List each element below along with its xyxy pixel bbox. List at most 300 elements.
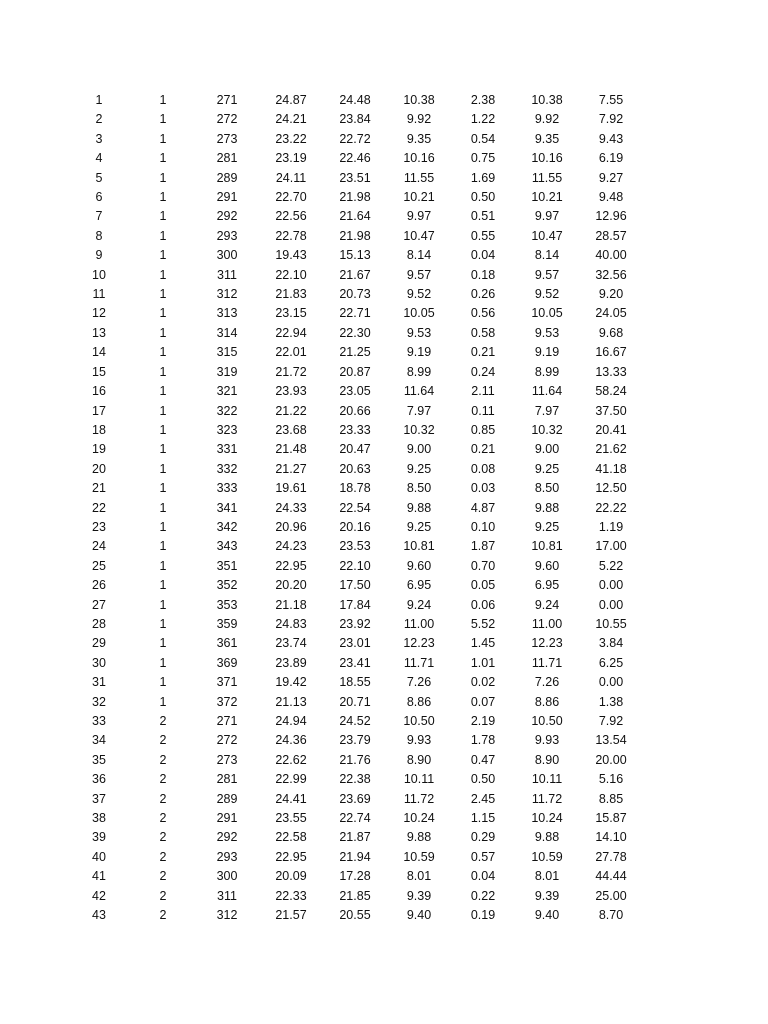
table-cell: 9.40 bbox=[406, 908, 432, 923]
table-cell: 8.70 bbox=[598, 908, 624, 923]
table-cell: 9.60 bbox=[406, 558, 432, 573]
table-cell: 20.87 bbox=[339, 364, 371, 379]
table-cell: 35 bbox=[92, 752, 106, 767]
table-cell: 23.79 bbox=[339, 733, 371, 748]
table-cell: 10.59 bbox=[531, 849, 563, 864]
table-cell: 271 bbox=[216, 714, 238, 728]
table-cell: 41 bbox=[92, 869, 106, 884]
table-cell: 23.68 bbox=[275, 422, 307, 437]
table-cell: 0.10 bbox=[470, 519, 496, 534]
table-cell: 0.21 bbox=[470, 442, 496, 457]
table-row bbox=[67, 887, 643, 906]
table-cell: 16.67 bbox=[595, 345, 627, 360]
table-cell: 17.84 bbox=[339, 597, 371, 612]
table-cell: 1 bbox=[159, 325, 167, 340]
table-cell: 1 bbox=[159, 519, 167, 534]
table-cell: 21.25 bbox=[339, 345, 371, 360]
table-row bbox=[67, 673, 643, 692]
table-cell: 24.41 bbox=[275, 791, 307, 806]
table-cell: 0.75 bbox=[470, 151, 496, 166]
table-cell: 6.19 bbox=[598, 151, 624, 166]
table-cell: 9.53 bbox=[406, 325, 432, 340]
table-cell: 10.50 bbox=[531, 714, 563, 728]
table-cell: 31 bbox=[92, 675, 106, 690]
table-cell: 24.11 bbox=[275, 170, 307, 185]
table-cell: 0.57 bbox=[470, 849, 496, 864]
table-cell: 4.87 bbox=[470, 500, 496, 515]
table-cell: 26 bbox=[92, 578, 106, 593]
table-cell: 292 bbox=[216, 209, 238, 224]
table-cell: 9.48 bbox=[598, 190, 624, 205]
table-cell: 9.57 bbox=[534, 267, 560, 282]
table-cell: 9 bbox=[95, 248, 103, 263]
table-cell: 2 bbox=[159, 714, 167, 728]
table-row bbox=[67, 285, 643, 304]
table-row bbox=[67, 440, 643, 459]
table-cell: 271 bbox=[216, 93, 238, 107]
table-cell: 9.57 bbox=[406, 267, 432, 282]
table-cell: 11.72 bbox=[531, 791, 563, 806]
table-cell: 272 bbox=[216, 733, 238, 748]
table-cell: 37.50 bbox=[595, 403, 627, 418]
table-cell: 12.96 bbox=[595, 209, 627, 224]
table-cell: 19.43 bbox=[275, 248, 307, 263]
table-cell: 1.69 bbox=[470, 170, 496, 185]
table-cell: 12 bbox=[92, 306, 106, 321]
table-cell: 12.50 bbox=[595, 481, 627, 496]
table-cell: 9.24 bbox=[406, 597, 432, 612]
table-cell: 37 bbox=[92, 791, 106, 806]
table-cell: 10.38 bbox=[531, 93, 563, 107]
table-cell: 9.00 bbox=[406, 442, 432, 457]
table-cell: 42 bbox=[92, 888, 106, 903]
table-cell: 28 bbox=[92, 616, 106, 631]
table-cell: 9.53 bbox=[534, 325, 560, 340]
table-cell: 292 bbox=[216, 830, 238, 845]
table-cell: 11.00 bbox=[531, 616, 563, 631]
table-cell: 24.87 bbox=[275, 93, 307, 107]
table-cell: 273 bbox=[216, 752, 238, 767]
table-cell: 44.44 bbox=[595, 869, 627, 884]
table-cell: 10.21 bbox=[531, 190, 563, 205]
table-cell: 2 bbox=[159, 908, 167, 923]
table-cell: 21.72 bbox=[275, 364, 307, 379]
data-table bbox=[67, 91, 643, 925]
table-cell: 1 bbox=[159, 190, 167, 205]
table-cell: 5.52 bbox=[470, 616, 496, 631]
table-row bbox=[67, 460, 643, 479]
table-cell: 0.21 bbox=[470, 345, 496, 360]
table-cell: 23.74 bbox=[275, 636, 307, 651]
table-cell: 11.71 bbox=[531, 655, 563, 670]
table-cell: 10.47 bbox=[531, 228, 563, 243]
table-row bbox=[67, 809, 643, 828]
table-cell: 9.92 bbox=[406, 112, 432, 127]
table-cell: 9.35 bbox=[406, 131, 432, 146]
table-cell: 36 bbox=[92, 772, 106, 787]
table-cell: 22.62 bbox=[275, 752, 307, 767]
table-cell: 20.16 bbox=[339, 519, 371, 534]
table-cell: 34 bbox=[92, 733, 106, 748]
table-cell: 9.35 bbox=[534, 131, 560, 146]
table-cell: 19.61 bbox=[275, 481, 307, 496]
table-cell: 24.52 bbox=[339, 714, 371, 728]
table-cell: 289 bbox=[216, 791, 238, 806]
table-cell: 1 bbox=[159, 694, 167, 709]
table-cell: 352 bbox=[216, 578, 238, 593]
table-cell: 1 bbox=[159, 364, 167, 379]
table-cell: 1 bbox=[159, 481, 167, 496]
table-cell: 0.00 bbox=[598, 597, 624, 612]
table-cell: 20.63 bbox=[339, 461, 371, 476]
table-cell: 10.24 bbox=[531, 811, 563, 826]
table-cell: 311 bbox=[217, 267, 237, 282]
table-cell: 291 bbox=[216, 190, 238, 205]
table-cell: 14.10 bbox=[595, 830, 627, 845]
table-cell: 9.20 bbox=[598, 287, 624, 302]
table-cell: 9.93 bbox=[406, 733, 432, 748]
table-cell: 1 bbox=[159, 384, 167, 399]
table-cell: 371 bbox=[216, 675, 238, 690]
table-cell: 1 bbox=[159, 267, 167, 282]
table-cell: 11 bbox=[92, 287, 106, 302]
table-cell: 1 bbox=[159, 228, 167, 243]
table-cell: 2 bbox=[159, 733, 167, 748]
table-row bbox=[67, 557, 643, 576]
table-cell: 21.22 bbox=[275, 403, 307, 418]
table-cell: 353 bbox=[216, 597, 238, 612]
table-row bbox=[67, 421, 643, 440]
table-row bbox=[67, 149, 643, 168]
table-cell: 22.30 bbox=[339, 325, 371, 340]
table-cell: 23.51 bbox=[339, 170, 371, 185]
table-cell: 0.54 bbox=[470, 131, 496, 146]
table-cell: 11.64 bbox=[403, 384, 435, 399]
table-cell: 0.05 bbox=[470, 578, 496, 593]
table-cell: 0.55 bbox=[470, 228, 496, 243]
table-cell: 0.03 bbox=[470, 481, 496, 496]
table-cell: 22.94 bbox=[275, 325, 307, 340]
table-cell: 20.71 bbox=[339, 694, 371, 709]
table-cell: 9.19 bbox=[406, 345, 432, 360]
table-cell: 2.11 bbox=[471, 384, 495, 399]
table-cell: 2 bbox=[159, 830, 167, 845]
table-cell: 9.88 bbox=[406, 500, 432, 515]
table-row bbox=[67, 828, 643, 847]
table-cell: 1 bbox=[159, 131, 167, 146]
table-cell: 19 bbox=[92, 442, 106, 457]
table-cell: 1 bbox=[159, 655, 167, 670]
table-cell: 27 bbox=[92, 597, 106, 612]
table-cell: 322 bbox=[216, 403, 238, 418]
table-row bbox=[67, 110, 643, 129]
table-cell: 23.01 bbox=[339, 636, 371, 651]
table-row bbox=[67, 130, 643, 149]
table-cell: 25.00 bbox=[595, 888, 627, 903]
table-row bbox=[67, 654, 643, 673]
table-cell: 7.97 bbox=[534, 403, 560, 418]
table-cell: 15 bbox=[92, 364, 106, 379]
table-row bbox=[67, 169, 643, 188]
table-cell: 4 bbox=[95, 151, 103, 166]
table-cell: 23.84 bbox=[339, 112, 371, 127]
table-row bbox=[67, 304, 643, 323]
table-cell: 10.81 bbox=[531, 539, 563, 554]
table-cell: 7.92 bbox=[598, 112, 624, 127]
table-cell: 21.67 bbox=[339, 267, 371, 282]
table-cell: 0.51 bbox=[470, 209, 496, 224]
table-cell: 6 bbox=[95, 190, 103, 205]
table-cell: 28.57 bbox=[595, 228, 627, 243]
table-cell: 41.18 bbox=[595, 461, 627, 476]
table-cell: 8.14 bbox=[406, 248, 432, 263]
table-cell: 1.22 bbox=[470, 112, 496, 127]
table-cell: 331 bbox=[216, 442, 238, 457]
table-cell: 13.54 bbox=[595, 733, 627, 748]
table-cell: 8.86 bbox=[406, 694, 432, 709]
table-cell: 9.60 bbox=[534, 558, 560, 573]
table-row bbox=[67, 731, 643, 750]
table-cell: 18.55 bbox=[339, 675, 371, 690]
table-cell: 20.20 bbox=[275, 578, 307, 593]
table-cell: 29 bbox=[92, 636, 106, 651]
table-cell: 9.88 bbox=[534, 500, 560, 515]
table-cell: 0.08 bbox=[470, 461, 496, 476]
table-cell: 0.00 bbox=[598, 578, 624, 593]
table-cell: 0.04 bbox=[470, 248, 496, 263]
table-cell: 0.56 bbox=[470, 306, 496, 321]
table-cell: 25 bbox=[92, 558, 106, 573]
table-cell: 21.76 bbox=[339, 752, 371, 767]
table-cell: 342 bbox=[216, 519, 238, 534]
table-cell: 1 bbox=[159, 209, 167, 224]
table-cell: 27.78 bbox=[595, 849, 627, 864]
table-cell: 21.83 bbox=[275, 287, 307, 302]
table-cell: 2 bbox=[159, 811, 167, 826]
table-cell: 1 bbox=[159, 597, 167, 612]
table-cell: 30 bbox=[92, 655, 106, 670]
table-cell: 20.47 bbox=[339, 442, 371, 457]
table-cell: 7.55 bbox=[598, 93, 624, 107]
table-row bbox=[67, 906, 643, 925]
table-row bbox=[67, 343, 643, 362]
table-cell: 2 bbox=[159, 791, 167, 806]
table-row bbox=[67, 867, 643, 886]
table-row bbox=[67, 246, 643, 265]
table-cell: 8.14 bbox=[534, 248, 560, 263]
table-cell: 7.92 bbox=[598, 714, 624, 728]
table-cell: 10.38 bbox=[403, 93, 435, 107]
table-cell: 5.22 bbox=[598, 558, 624, 573]
table-cell: 22.38 bbox=[339, 772, 371, 787]
table-cell: 22.10 bbox=[275, 267, 307, 282]
table-cell: 272 bbox=[216, 112, 238, 127]
table-cell: 16 bbox=[92, 384, 106, 399]
table-cell: 8 bbox=[95, 228, 103, 243]
table-cell: 8.90 bbox=[406, 752, 432, 767]
table-cell: 11.72 bbox=[403, 791, 435, 806]
table-cell: 0.00 bbox=[598, 675, 624, 690]
table-cell: 293 bbox=[216, 228, 238, 243]
table-cell: 23.33 bbox=[339, 422, 371, 437]
table-cell: 11.71 bbox=[403, 655, 435, 670]
table-cell: 23.89 bbox=[275, 655, 307, 670]
table-cell: 22.70 bbox=[275, 190, 307, 205]
table-cell: 2 bbox=[95, 112, 103, 127]
table-cell: 21.94 bbox=[339, 849, 371, 864]
table-cell: 20.55 bbox=[339, 908, 371, 923]
table-cell: 23.55 bbox=[275, 811, 307, 826]
table-cell: 2 bbox=[159, 869, 167, 884]
table-cell: 10.32 bbox=[403, 422, 435, 437]
table-cell: 43 bbox=[92, 908, 106, 923]
table-cell: 10 bbox=[92, 267, 106, 282]
table-row bbox=[67, 227, 643, 246]
spreadsheet-page bbox=[0, 91, 768, 925]
table-cell: 9.19 bbox=[534, 345, 560, 360]
table-cell: 21.18 bbox=[275, 597, 307, 612]
table-cell: 10.32 bbox=[531, 422, 563, 437]
table-cell: 1 bbox=[159, 93, 167, 107]
table-cell: 15.13 bbox=[339, 248, 371, 263]
table-cell: 2.38 bbox=[470, 93, 496, 107]
table-cell: 0.04 bbox=[470, 869, 496, 884]
table-cell: 1.78 bbox=[470, 733, 496, 748]
table-cell: 24.48 bbox=[339, 93, 371, 107]
table-cell: 1.45 bbox=[470, 636, 496, 651]
table-cell: 2 bbox=[159, 849, 167, 864]
table-cell: 0.47 bbox=[470, 752, 496, 767]
table-cell: 10.55 bbox=[595, 616, 627, 631]
table-cell: 1 bbox=[159, 345, 167, 360]
table-cell: 2.45 bbox=[470, 791, 496, 806]
table-row bbox=[67, 848, 643, 867]
table-cell: 319 bbox=[216, 364, 238, 379]
table-cell: 21.98 bbox=[339, 228, 371, 243]
table-cell: 58.24 bbox=[595, 384, 627, 399]
table-cell: 22.58 bbox=[275, 830, 307, 845]
table-cell: 8.86 bbox=[534, 694, 560, 709]
table-cell: 6.95 bbox=[534, 578, 560, 593]
table-cell: 20.73 bbox=[339, 287, 371, 302]
table-cell: 0.18 bbox=[470, 267, 496, 282]
table-cell: 21.64 bbox=[339, 209, 371, 224]
table-cell: 23.15 bbox=[275, 306, 307, 321]
table-cell: 23.69 bbox=[339, 791, 371, 806]
table-cell: 10.50 bbox=[403, 714, 435, 728]
table-cell: 24 bbox=[92, 539, 106, 554]
table-cell: 10.05 bbox=[531, 306, 563, 321]
table-cell: 10.21 bbox=[403, 190, 435, 205]
table-cell: 11.55 bbox=[531, 170, 563, 185]
table-cell: 22.54 bbox=[339, 500, 371, 515]
table-cell: 332 bbox=[216, 461, 238, 476]
table-cell: 311 bbox=[217, 888, 237, 903]
table-cell: 39 bbox=[92, 830, 106, 845]
table-cell: 300 bbox=[216, 869, 238, 884]
table-cell: 1 bbox=[159, 403, 167, 418]
table-row bbox=[67, 479, 643, 498]
table-cell: 1 bbox=[159, 539, 167, 554]
table-cell: 9.68 bbox=[598, 325, 624, 340]
table-cell: 20 bbox=[92, 461, 106, 476]
table-row bbox=[67, 382, 643, 401]
table-cell: 0.22 bbox=[470, 888, 496, 903]
table-cell: 5.16 bbox=[598, 772, 624, 787]
table-cell: 9.97 bbox=[534, 209, 560, 224]
table-cell: 24.23 bbox=[275, 539, 307, 554]
table-cell: 0.29 bbox=[470, 830, 496, 845]
table-cell: 0.19 bbox=[470, 908, 496, 923]
table-cell: 7.97 bbox=[406, 403, 432, 418]
table-cell: 23.19 bbox=[275, 151, 307, 166]
table-cell: 3 bbox=[95, 131, 103, 146]
table-cell: 9.97 bbox=[406, 209, 432, 224]
table-cell: 9.00 bbox=[534, 442, 560, 457]
table-cell: 1 bbox=[159, 636, 167, 651]
table-cell: 5 bbox=[95, 170, 103, 185]
table-cell: 11.55 bbox=[403, 170, 435, 185]
table-cell: 19.42 bbox=[275, 675, 307, 690]
table-cell: 333 bbox=[216, 481, 238, 496]
table-cell: 1 bbox=[159, 112, 167, 127]
table-cell: 40 bbox=[92, 849, 106, 864]
table-cell: 351 bbox=[216, 558, 238, 573]
table-cell: 2 bbox=[159, 888, 167, 903]
table-row bbox=[67, 324, 643, 343]
table-cell: 23.92 bbox=[339, 616, 371, 631]
table-cell: 0.85 bbox=[470, 422, 496, 437]
table-cell: 1 bbox=[159, 170, 167, 185]
table-cell: 312 bbox=[216, 287, 238, 302]
table-cell: 0.07 bbox=[470, 694, 496, 709]
table-row bbox=[67, 615, 643, 634]
table-cell: 1.19 bbox=[598, 519, 624, 534]
table-cell: 8.90 bbox=[534, 752, 560, 767]
table-cell: 10.59 bbox=[403, 849, 435, 864]
table-cell: 8.85 bbox=[598, 791, 624, 806]
table-cell: 9.24 bbox=[534, 597, 560, 612]
table-cell: 291 bbox=[216, 811, 238, 826]
table-cell: 24.94 bbox=[275, 714, 307, 728]
table-cell: 32 bbox=[92, 694, 106, 709]
table-cell: 0.06 bbox=[470, 597, 496, 612]
table-cell: 8.50 bbox=[534, 481, 560, 496]
table-cell: 10.47 bbox=[403, 228, 435, 243]
table-row bbox=[67, 712, 643, 731]
table-cell: 8.99 bbox=[534, 364, 560, 379]
table-cell: 22.33 bbox=[275, 888, 307, 903]
table-row bbox=[67, 188, 643, 207]
table-cell: 23 bbox=[92, 519, 106, 534]
table-cell: 22 bbox=[92, 500, 106, 515]
table-cell: 22.56 bbox=[275, 209, 307, 224]
table-cell: 7.26 bbox=[534, 675, 560, 690]
table-cell: 6.95 bbox=[406, 578, 432, 593]
table-cell: 24.21 bbox=[275, 112, 307, 127]
table-cell: 17 bbox=[92, 403, 106, 418]
table-cell: 33 bbox=[92, 714, 106, 728]
table-cell: 1 bbox=[159, 306, 167, 321]
table-cell: 0.50 bbox=[470, 190, 496, 205]
table-cell: 20.00 bbox=[595, 752, 627, 767]
table-cell: 289 bbox=[216, 170, 238, 185]
table-cell: 8.01 bbox=[534, 869, 560, 884]
table-cell: 2 bbox=[159, 752, 167, 767]
table-cell: 10.05 bbox=[403, 306, 435, 321]
table-cell: 9.93 bbox=[534, 733, 560, 748]
table-cell: 281 bbox=[216, 151, 238, 166]
